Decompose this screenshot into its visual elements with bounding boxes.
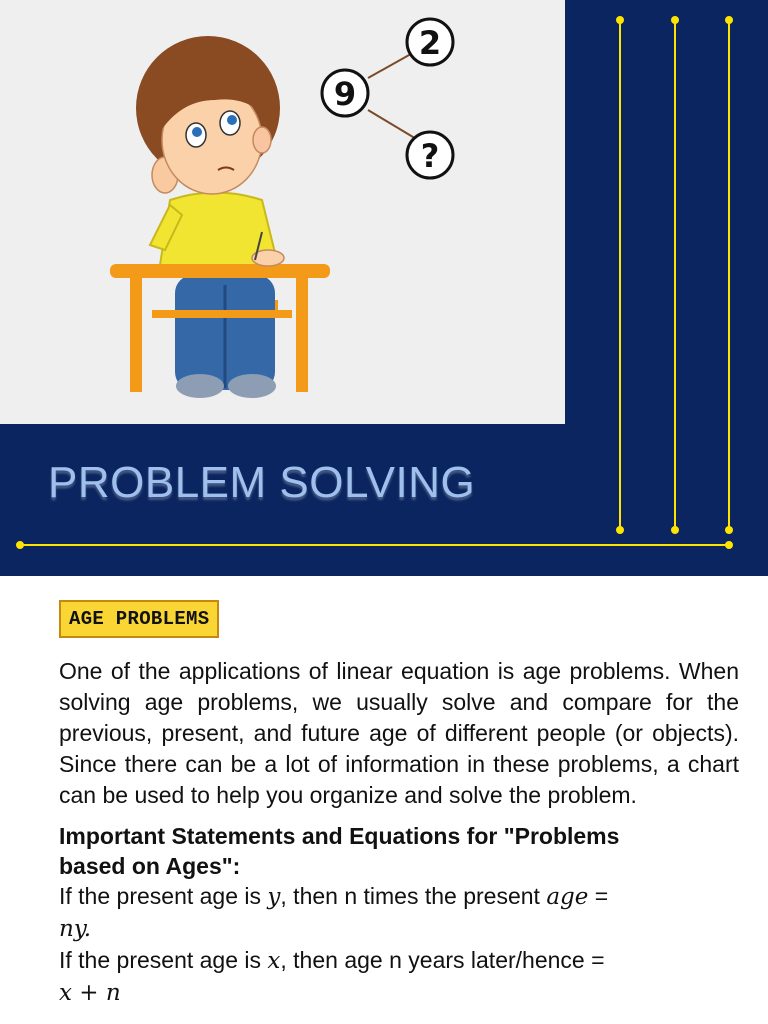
statement-1 [59, 881, 739, 913]
statement-2-var: x [267, 948, 281, 974]
statement-2-result-line [59, 977, 739, 1009]
statement-2 [59, 945, 739, 977]
statement-2-result: x + n [59, 980, 121, 1006]
statement-1-prefix: If the present age is [59, 883, 268, 909]
statement-1-middle: , then n times the present [280, 883, 547, 909]
svg-text:2: 2 [418, 24, 442, 62]
content-section [59, 600, 739, 1009]
svg-text:9: 9 [333, 75, 357, 113]
statement-2-prefix: If the present age is [59, 947, 268, 973]
statement-1-equals: = [588, 883, 609, 909]
statement-1-var: y [267, 884, 281, 910]
statement-1-term: age [546, 884, 589, 910]
page-title: PROBLEM SOLVING [48, 458, 476, 507]
section-tag: AGE PROBLEMS [59, 600, 219, 638]
section-heading: Important Statements and Equations for "Problems based on Ages": [59, 823, 620, 879]
statement-1-result-line [59, 913, 739, 945]
statement-2-middle: , then age n years later/hence = [280, 947, 605, 973]
statement-1-result: ny. [59, 916, 92, 942]
svg-text:?: ? [420, 137, 440, 175]
intro-paragraph: One of the applications of linear equation is age problems. When solving age problems, we usually solve and compare for the previous, present, and future age of different people (or objects). Since there can be a lot of information in these problems, a chart can be used to help you organize and solve the problem. [59, 658, 739, 808]
